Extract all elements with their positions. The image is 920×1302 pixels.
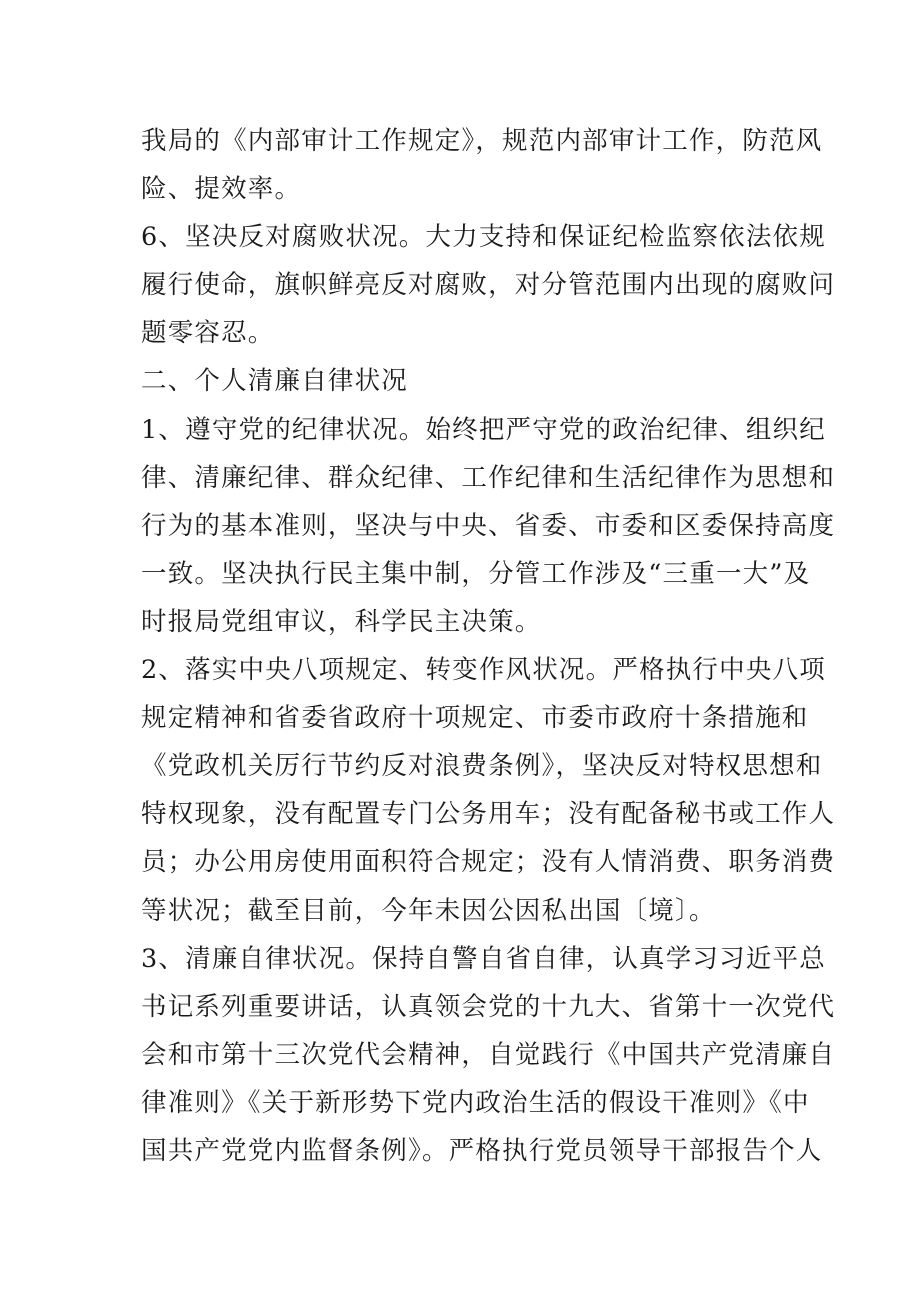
text-line: 等状况；截至目前，今年未因公因私出国〔境〕。 <box>141 895 716 926</box>
text-line: 国共产党党内监督条例》。严格执行党员领导干部报告个人 <box>141 1135 823 1166</box>
text-line: 规定精神和省委省政府十项规定、市委市政府十条措施和 <box>141 703 809 734</box>
text-line: 律准则》《关于新形势下党内政治生活的假设干准则》《中 <box>141 1087 810 1118</box>
document-body <box>141 117 836 1175</box>
text-line: 时报局党组审议，科学民主决策。 <box>141 606 542 637</box>
text-line: 律、清廉纪律、群众纪律、工作纪律和生活纪律作为思想和 <box>141 462 836 493</box>
text-line: 《党政机关厉行节约反对浪费条例》，坚决反对特权思想和 <box>141 751 823 782</box>
text-line: 会和市第十三次党代会精神，自觉践行《中国共产党清廉自 <box>141 1039 836 1070</box>
text-line: 险、提效率。 <box>141 174 302 205</box>
text-line: 履行使命，旗帜鲜亮反对腐败，对分管范围内出现的腐败问 <box>141 270 836 301</box>
text-line: 一致。坚决执行民主集中制，分管工作涉及“三重一大”及 <box>141 558 811 589</box>
text-line: 特权现象，没有配置专门公务用车；没有配备秘书或工作人 <box>141 799 836 830</box>
section-heading: 二、个人清廉自律状况 <box>141 366 409 397</box>
text-line: 题零容忍。 <box>141 318 275 349</box>
text-line: 6、坚决反对腐败状况。大力支持和保证纪检监察依法依规 <box>141 222 826 253</box>
text-line: 2、落实中央八项规定、转变作风状况。严格执行中央八项 <box>141 655 826 686</box>
text-line: 我局的《内部审计工作规定》，规范内部审计工作，防范风 <box>141 126 823 156</box>
text-line: 书记系列重要讲话，认真领会党的十九大、省第十一次党代 <box>141 991 836 1022</box>
text-line: 行为的基本准则，坚决与中央、省委、市委和区委保持高度 <box>141 510 836 541</box>
text-line: 员；办公用房使用面积符合规定；没有人情消费、职务消费 <box>141 847 836 878</box>
text-line: 3、清廉自律状况。保持自警自省自律，认真学习习近平总 <box>141 943 826 974</box>
text-line: 1、遵守党的纪律状况。始终把严守党的政治纪律、组织纪 <box>141 414 826 445</box>
